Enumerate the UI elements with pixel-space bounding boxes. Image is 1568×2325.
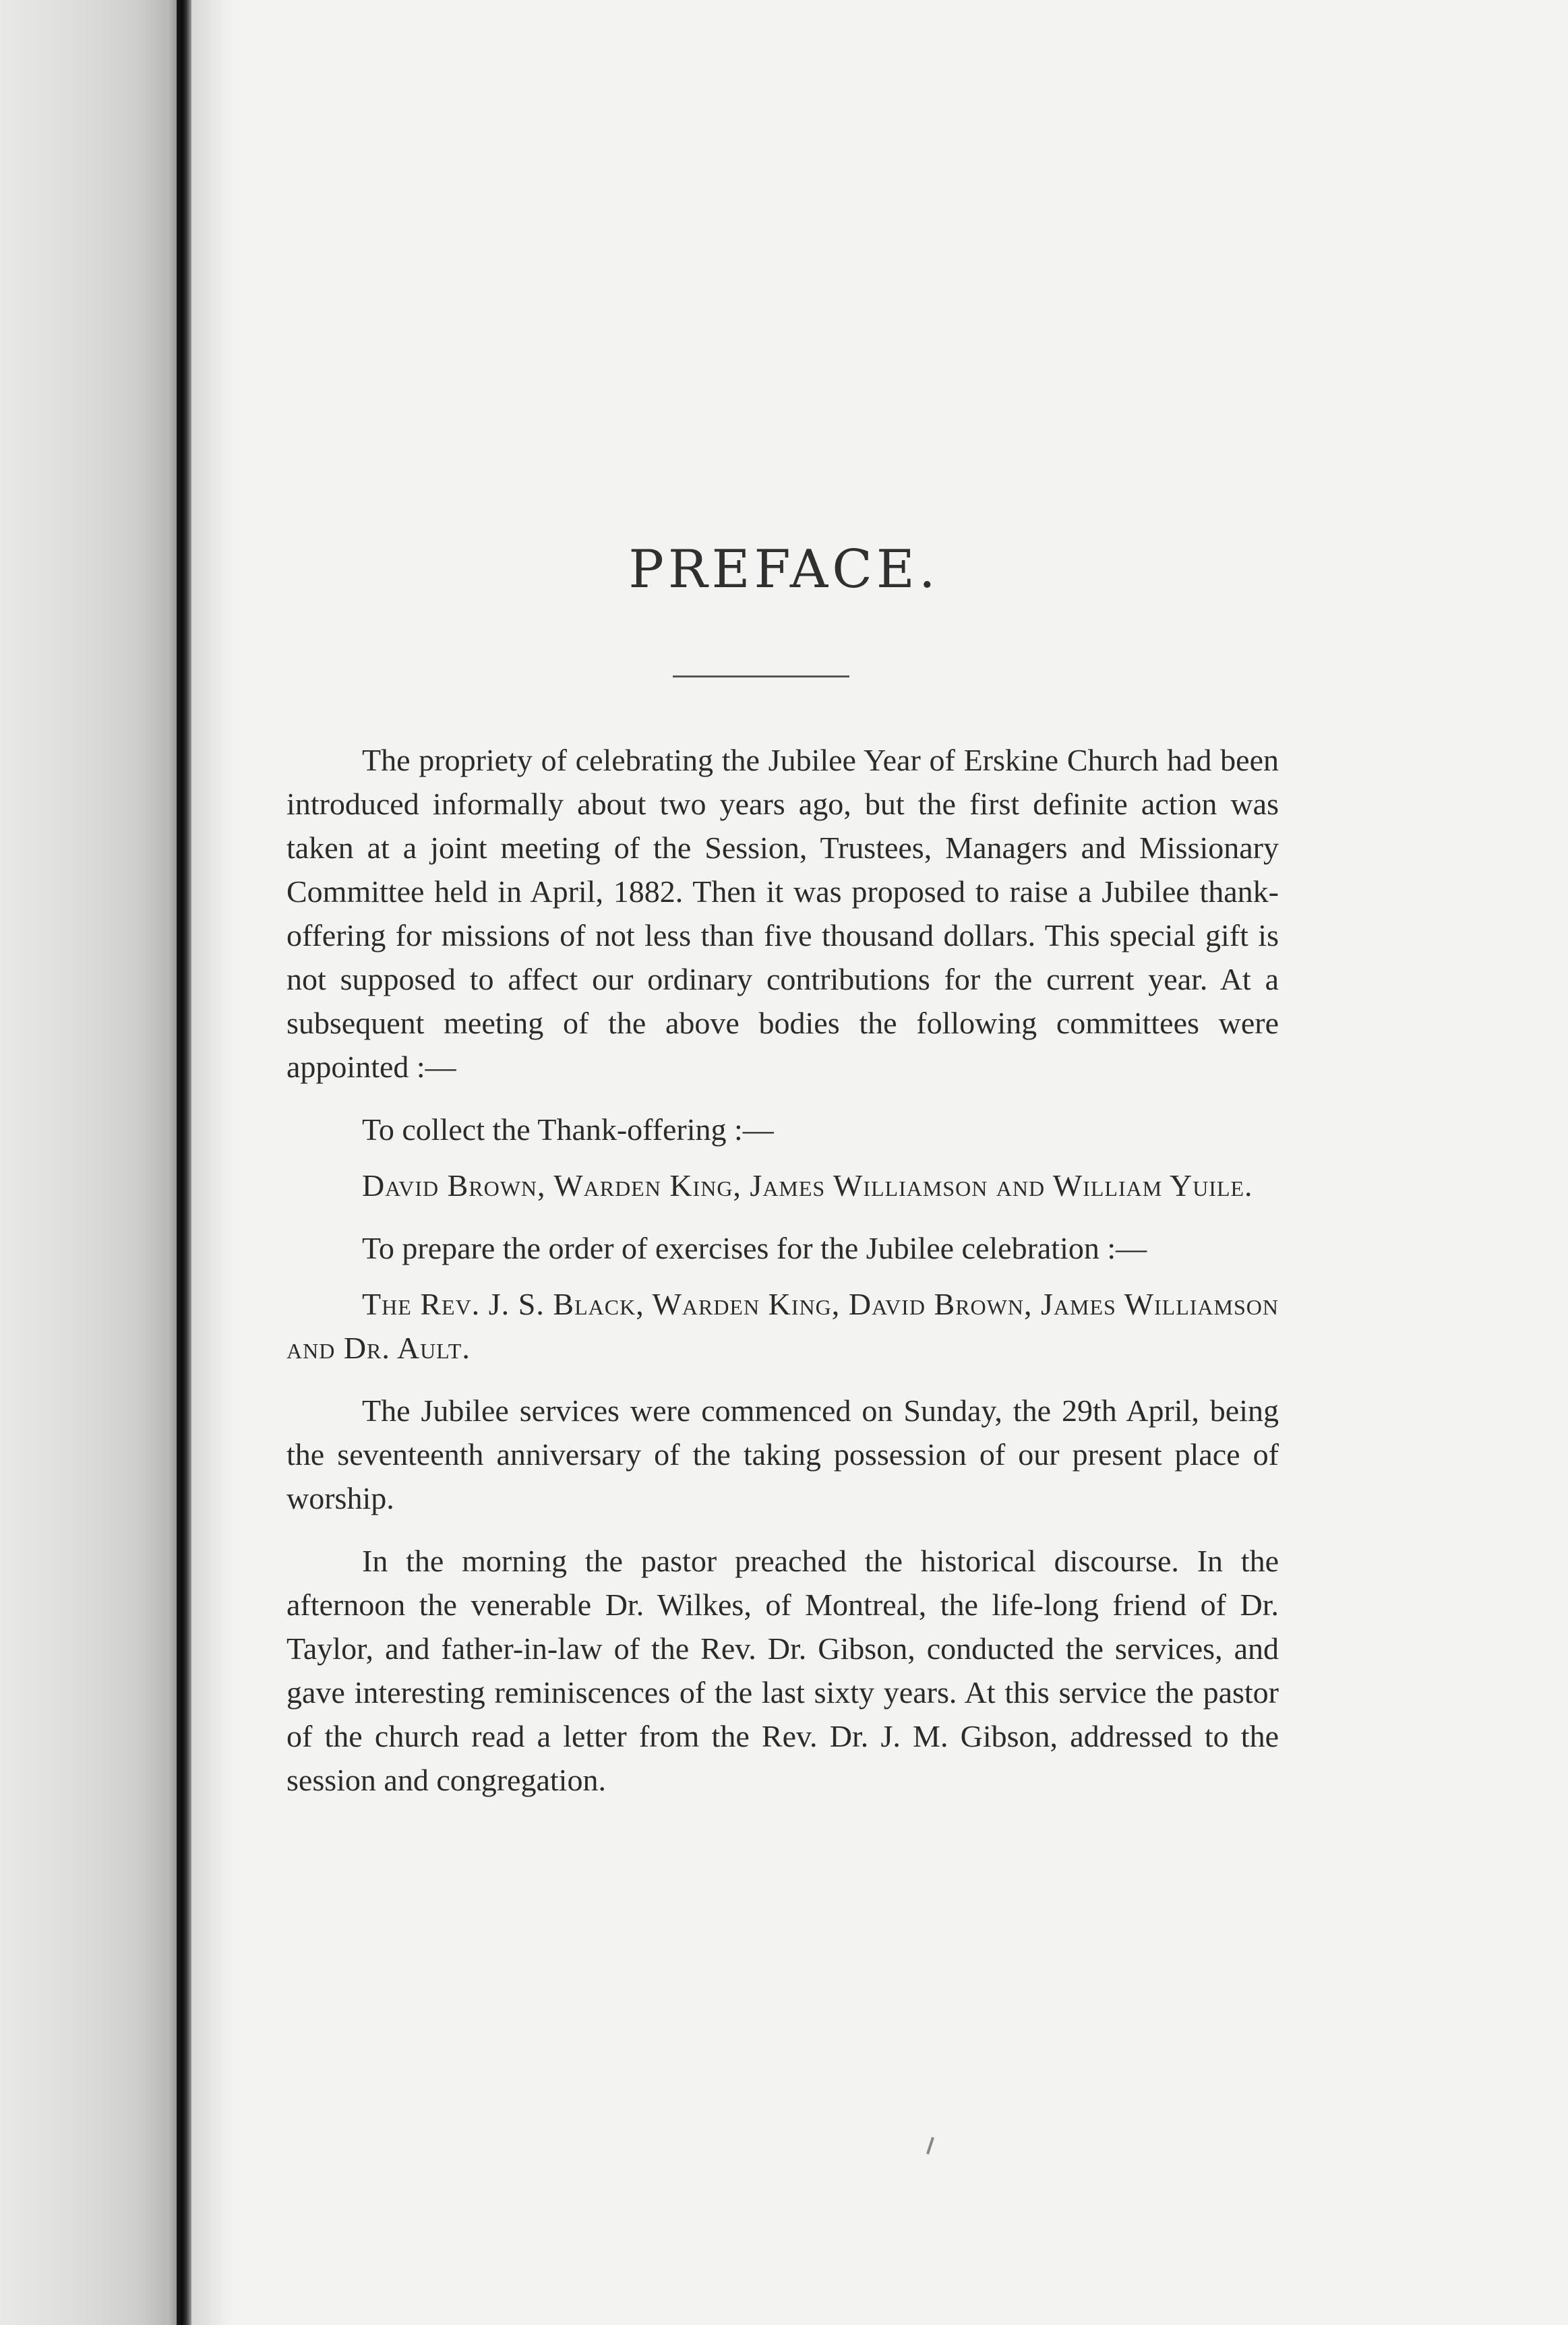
paragraph-jubilee-services: The Jubilee services were commenced on Sunday, the 29th April, being the seventeenth anniversary of the taking possession of our present place of worship.	[287, 1393, 1279, 1515]
book-spine-edge	[177, 0, 191, 2325]
paragraph-exercises-committee: The Rev. J. S. Black, Warden King, David Brown, James Williamson and Dr. Ault.	[287, 1287, 1279, 1365]
book-binding-shadow	[0, 0, 177, 2325]
paragraph-exercises-heading: To prepare the order of exercises for the Jubilee celebration :—	[362, 1231, 1147, 1265]
paragraph-morning-afternoon: In the morning the pastor preached the historical discourse. In the afternoon the venerable Dr. Wilkes, of Montreal, the life-long friend of Dr. Taylor, and father-in-law of the Rev. Dr. Gibson, conducted the services, and gave interesting reminiscences of the last sixty years. At this service the pastor of the church read a letter from the Rev. Dr. J. M. Gibson, addressed to the session and congregation.	[287, 1544, 1279, 1797]
ink-speck-mark	[926, 2137, 934, 2154]
paragraph-thank-offering-committee: David Brown, Warden King, James Williamson and William Yuile.	[362, 1168, 1253, 1203]
paragraph-introduction: The propriety of celebrating the Jubilee Year of Erskine Church had been introduced informally about two years ago, but the first definite action was taken at a joint meeting of the Session, Trustees, Managers and Missionary Committee held in April, 1882. Then it was proposed to raise a Jubilee thank-offering for missions of not less than five thousand dollars. This special gift is not supposed to affect our ordinary contributions for the current year. At a subsequent meeting of the above bodies the following committees were appointed :—	[287, 743, 1279, 1084]
paragraph-thank-offering-heading: To collect the Thank-offering :—	[362, 1112, 774, 1147]
preface-body	[287, 738, 1279, 1821]
title-rule-divider	[673, 675, 849, 677]
page-gutter	[191, 0, 232, 2325]
page-title: PREFACE.	[628, 539, 940, 600]
